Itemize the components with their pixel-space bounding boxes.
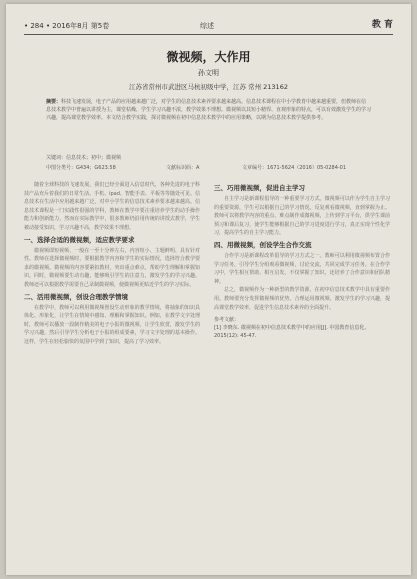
clc-number: 中图分类号：G434；G623.58	[46, 165, 116, 171]
reference-item: [1] 李晓东. 微视频在初中信息技术教学中的应用[J]. 中国教育信息化, 2015(12): 45-47.	[214, 325, 366, 340]
section-2-heading: 二、活用微视频，创设合理教学情境	[24, 292, 128, 301]
column-name: 综述	[200, 22, 214, 30]
abstract	[46, 98, 371, 122]
section-1-heading: 一、选择合适的微视频，适应教学要求	[24, 235, 135, 244]
section-3-heading: 三、巧用微视频，促进自主学习	[214, 184, 305, 192]
keywords-label: 关键词：	[46, 155, 67, 161]
article-author: 孙文明	[198, 69, 219, 77]
article-affiliation: 江苏省常州市武进区马杭初级中学，江苏 常州 213162	[129, 83, 288, 91]
intro-paragraph: 随着全球科技的飞速发展，我们已经全面进入信息时代，各种先进的电子科技产品充斥着我们的日常生活。手机、ipad、智能手表、平板等等随处可见。信息技术在生活中应用越来越广泛，对中小学生的信息技术素养要求越来越高。信息技术课程是一门实践性很强的学科，教师在教学中要注重培养学生的动手操作能力和创新能力，然而在实际教学中，很多教师仍沿用传统的讲授式教学，学生被动接受知识，学习兴趣不高，教学效果不理想。	[24, 182, 200, 231]
section-4-paragraph: 合作学习是新课程改革倡导的学习方式之一。教师可以利用微视频布置合作学习任务，引导学生分组观看微视频，讨论交流，共同完成学习任务。在合作学习中，学生相互帮助、相互启发，不仅掌握了知识，还培养了合作意识和团队精神。	[214, 252, 390, 285]
doc-code: 文献标识码：A	[166, 165, 200, 171]
section-1-paragraph: 微视频即短视频，一般在一至十分钟左右，内容短小、主题鲜明、具有针对性。教师在选择微视频时，要根据教学内容和学生的实际情况，选择符合教学要求的微视频。微视频的内容要紧扣教材，突出重点难点，帮助学生理解和掌握知识。同时，微视频要生动有趣，能够吸引学生的注意力，激发学生的学习兴趣。教师还可以根据教学需要自己录制微视频，使微视频更贴近学生的学习实际。	[24, 247, 200, 288]
abstract-text: 科技飞速发展，电子产品的应用越来越广泛，对学生的信息技术素养要求越来越高。信息技术课程在中小学教育中越来越重要，但教师在信息技术教学中普遍以讲授为主，课堂枯燥，学生学习兴趣不浓，教学效果不理想。微视频以其短小精悍、直观形象的特点，可以有效激发学生的学习兴趣，提高课堂教学效率。本文结合教学实践，探讨微视频在初中信息技术教学中的应用策略，以期为信息技术教学提供参考。	[46, 99, 372, 121]
references	[214, 316, 390, 340]
running-header	[24, 20, 393, 32]
right-column	[214, 181, 390, 340]
header-rule	[24, 34, 393, 35]
article-number: 文章编号：1671-5624（2016）05-0284-01	[242, 165, 347, 171]
article-meta	[46, 164, 371, 172]
conclusion-paragraph: 总之，微视频作为一种新型的教学资源，在初中信息技术教学中具有重要作用。教师要充分发挥微视频的优势，合理运用微视频，激发学生的学习兴趣，提高课堂教学效率，促进学生信息技术素养的全面提升。	[214, 287, 390, 311]
section-3-paragraph: 自主学习是新课程倡导的一种重要学习方式。微视频可以作为学生自主学习的重要资源，学生可以根据自己的学习情况，反复观看微视频，直到掌握为止。教师可以将教学内容的重点、难点制作成微视频，上传到学习平台，供学生课前预习和课后复习，使学生能够根据自己的学习进度进行学习，真正实现个性化学习，提高学生的自主学习能力。	[214, 196, 390, 237]
section-2-paragraph: 在教学中，教师可以利用微视频创设生动形象的教学情境，将抽象的知识具体化、形象化，让学生在情境中感知、理解和掌握知识。例如，在教学文字处理时，教师可以播放一段制作精美的电子小报的微视频，让学生欣赏，激发学生的学习兴趣，然后引导学生分析电子小报的组成要素，学习文字处理的基本操作。这样，学生在轻松愉快的氛围中学到了知识，提高了学习效率。	[24, 304, 200, 345]
references-title: 参考文献：	[214, 317, 240, 324]
section-4-heading: 四、用微视频，创设学生合作交流	[214, 240, 312, 249]
keywords-text: 信息技术；初中；微视频	[66, 155, 122, 161]
article-title: 微视频，大作用	[166, 50, 251, 64]
section-name: 教 育	[371, 20, 393, 30]
journal-page	[6, 4, 411, 575]
keywords	[46, 154, 371, 162]
page-info: • 284 • 2016年8月 第5卷	[24, 22, 110, 30]
left-column	[24, 181, 200, 347]
abstract-label: 摘要：	[46, 99, 62, 105]
